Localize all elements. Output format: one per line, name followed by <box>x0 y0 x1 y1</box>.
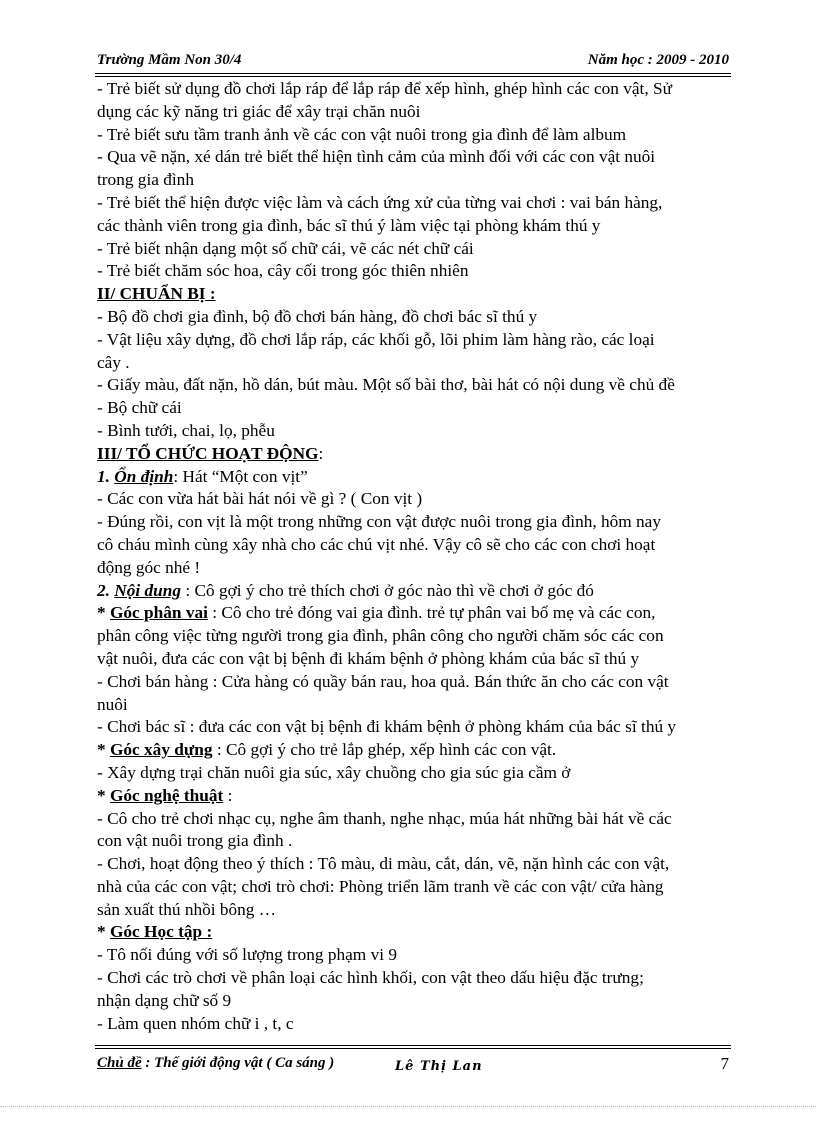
school-name: Trường Mầm Non 30/4 <box>97 52 242 68</box>
author-signature: Lê Thị Lan <box>395 1059 483 1074</box>
text-line: các thành viên trong gia đình, bác sĩ thú ý làm việc tại phòng khám thú y <box>97 215 601 235</box>
text-line: - Chơi bán hàng : Cửa hàng có quầy bán rau, hoa quả. Bán thức ăn cho các con vật <box>97 671 669 691</box>
text-line: - Bình tưới, chai, lọ, phễu <box>97 420 275 440</box>
text-line: - Trẻ biết sử dụng đồ chơi lắp ráp để lắp ráp để xếp hình, ghép hình các con vật, Sử <box>97 79 672 98</box>
text-line: phân công việc từng người trong gia đình, phân công cho người chăm sóc các con <box>97 626 664 646</box>
text-line: cây . <box>97 352 130 372</box>
text-line: - Chơi bác sĩ : đưa các con vật bị bệnh đi khám bệnh ở phòng khám của bác sĩ thú y <box>97 717 677 737</box>
page-number: 7 <box>720 1054 729 1073</box>
section-heading: III/ TỔ CHỨC HOẠT ĐỘNG: <box>97 443 324 463</box>
text-line: - Bộ chữ cái <box>97 398 182 418</box>
corner-heading: * Góc Học tập : <box>97 922 213 942</box>
text-line: nhà của các con vật; chơi trò chơi: Phòng triển lãm tranh về các con vật/ cửa hàng <box>97 876 664 896</box>
document-body <box>97 78 737 1035</box>
footer-rule <box>95 1045 731 1049</box>
text-line: động góc nhé ! <box>97 557 201 577</box>
text-line: - Giấy màu, đất nặn, hồ dán, bút màu. Một số bài thơ, bài hát có nội dung về chủ đề <box>97 375 675 395</box>
text-line: - Qua vẽ nặn, xé dán trẻ biết thể hiện tình cảm của mình đối với các con vật nuôi <box>97 147 656 167</box>
text-line: con vật nuôi trong gia đình . <box>97 831 293 851</box>
text-line: dụng các kỹ năng tri giác để xây trại chăn nuôi <box>97 101 421 121</box>
corner-heading: * Góc nghệ thuật : <box>97 785 233 805</box>
text-line: - Tô nối đúng với số lượng trong phạm vi 9 <box>97 945 397 965</box>
text-line: - Trẻ biết sưu tầm tranh ảnh về các con vật nuôi trong gia đình để làm album <box>97 124 627 144</box>
text-line: - Chơi, hoạt động theo ý thích : Tô màu, di màu, cắt, dán, vẽ, nặn hình các con vật, <box>97 854 670 874</box>
subsection-heading: 1. Ổn định: Hát “Một con vịt” <box>97 466 308 486</box>
corner-heading: * Góc phân vai : Cô cho trẻ đóng vai gia đình. trẻ tự phân vai bố mẹ và các con, <box>97 603 656 623</box>
text-line: - Trẻ biết nhận dạng một số chữ cái, vẽ các nét chữ cái <box>97 238 474 258</box>
page-footer <box>95 1052 731 1076</box>
school-year: Năm học : 2009 - 2010 <box>587 52 729 68</box>
text-line: nuôi <box>97 694 128 714</box>
text-line: - Đúng rồi, con vịt là một trong những con vật được nuôi trong gia đình, hôm nay <box>97 512 661 532</box>
text-line: - Trẻ biết chăm sóc hoa, cây cối trong góc thiên nhiên <box>97 261 469 281</box>
text-line: nhận dạng chữ số 9 <box>97 990 232 1010</box>
section-heading: II/ CHUẨN BỊ : <box>97 284 216 304</box>
topic-line: Chủ đề : Thế giới động vật ( Ca sáng ) <box>97 1055 335 1071</box>
page-header <box>95 49 731 73</box>
subsection-heading: 2. Nội dung : Cô gợi ý cho trẻ thích chơi ở góc nào thì về chơi ở góc đó <box>97 580 594 600</box>
corner-heading: * Góc xây dựng : Cô gợi ý cho trẻ lắp ghép, xếp hình các con vật. <box>97 740 557 760</box>
text-line: vật nuôi, đưa các con vật bị bệnh đi khám bệnh ở phòng khám của bác sĩ thú y <box>97 648 640 668</box>
text-line: trong gia đình <box>97 170 194 190</box>
text-line: - Chơi các trò chơi về phân loại các hình khối, con vật theo dấu hiệu đặc trưng; <box>97 968 644 988</box>
header-rule <box>95 73 731 77</box>
text-line: - Trẻ biết thể hiện được việc làm và cách ứng xử của từng vai chơi : vai bán hàng, <box>97 192 663 212</box>
page-edge-divider <box>0 1106 816 1107</box>
text-line: - Cô cho trẻ chơi nhạc cụ, nghe âm thanh, nghe nhạc, múa hát những bài hát về các <box>97 808 672 828</box>
text-line: - Bộ đồ chơi gia đình, bộ đồ chơi bán hàng, đồ chơi bác sĩ thú y <box>97 306 538 326</box>
text-line: - Các con vừa hát bài hát nói về gì ? ( Con vịt ) <box>97 489 423 509</box>
text-line: - Xây dựng trại chăn nuôi gia súc, xây chuồng cho gia súc gia cầm ở <box>97 762 571 782</box>
text-line: cô cháu mình cùng xây nhà cho các chú vịt nhé. Vậy cô sẽ cho các con chơi hoạt <box>97 534 656 554</box>
text-line: - Làm quen nhóm chữ i , t, c <box>97 1013 294 1033</box>
text-line: - Vật liệu xây dựng, đồ chơi lắp ráp, các khối gỗ, lõi phim làm hàng rào, các loại <box>97 329 655 349</box>
text-line: sản xuất thú nhồi bông … <box>97 899 277 919</box>
